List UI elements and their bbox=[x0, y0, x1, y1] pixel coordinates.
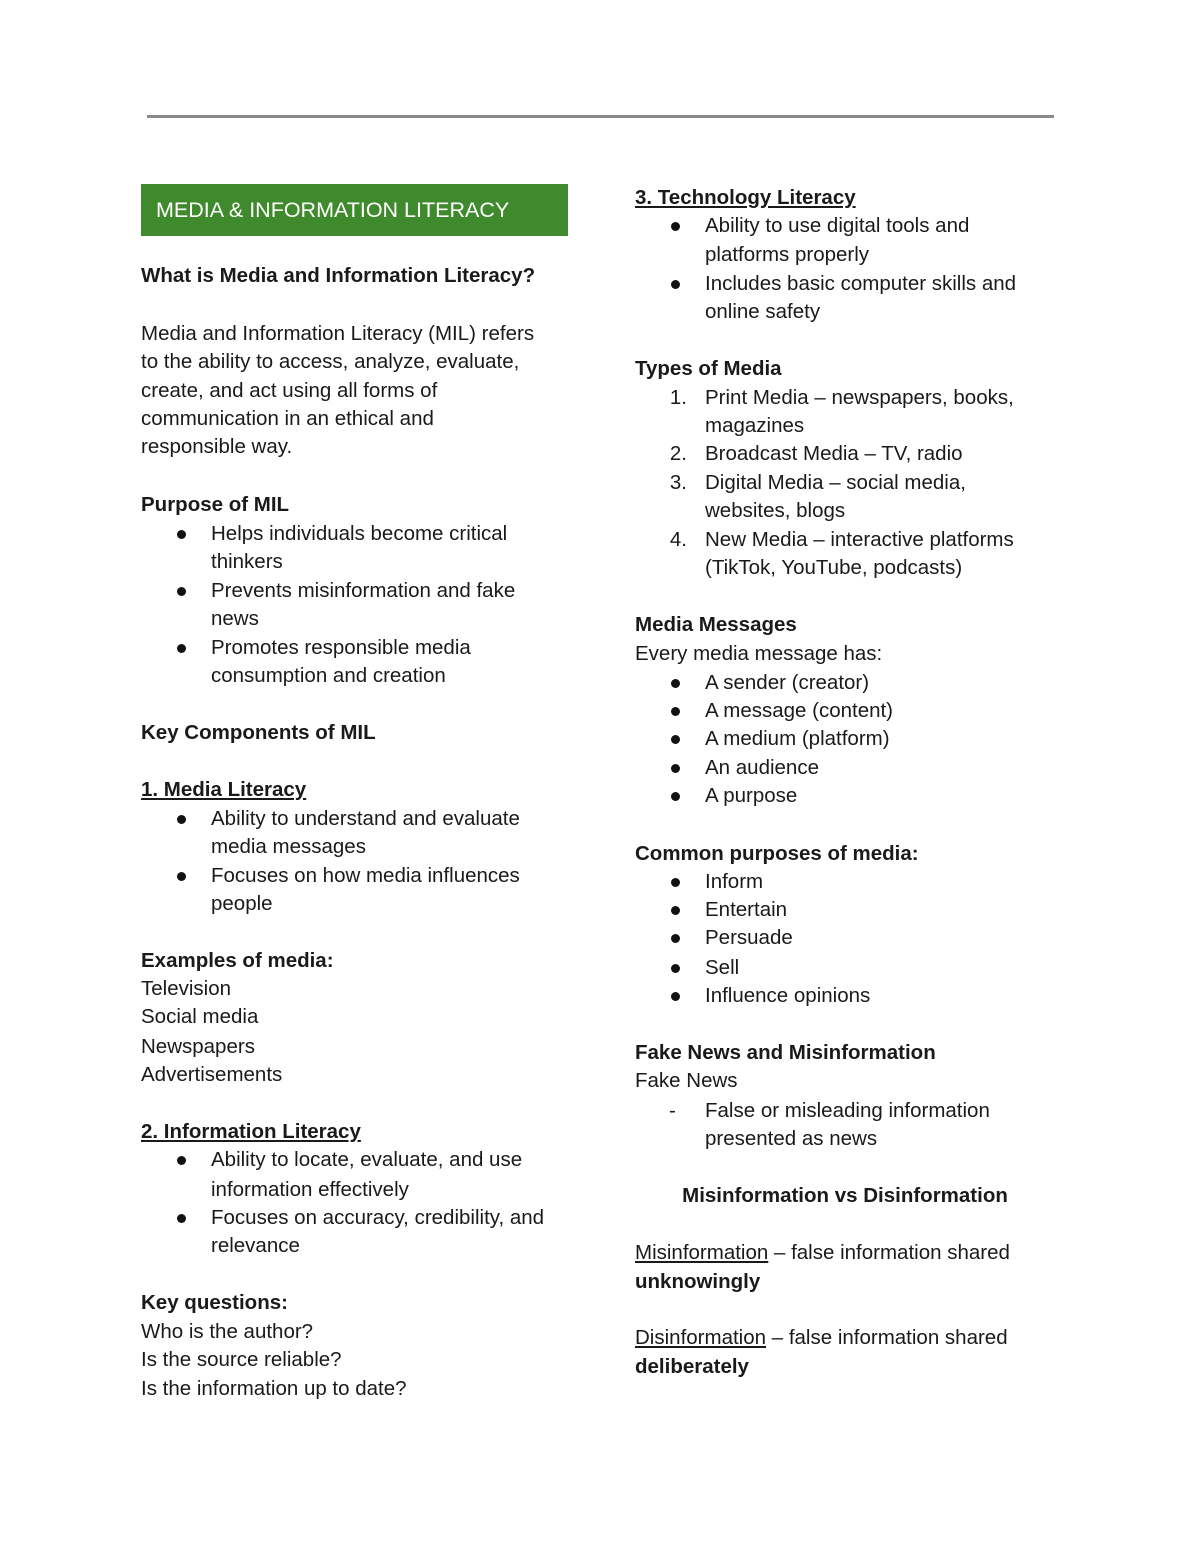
list-number: 1. bbox=[669, 386, 687, 409]
list-item: New Media – interactive platforms bbox=[705, 528, 1014, 551]
list-item: Entertain bbox=[705, 898, 788, 921]
types-heading: Types of Media bbox=[635, 357, 782, 380]
what-text-line: Media and Information Literacy (MIL) refers bbox=[141, 322, 535, 345]
bullet-icon bbox=[671, 754, 683, 782]
list-item: Helps individuals become critical bbox=[211, 522, 508, 545]
media-messages-intro: Every media message has: bbox=[635, 642, 883, 665]
disinformation-text: – false information shared bbox=[766, 1326, 1008, 1349]
list-item: Prevents misinformation and fake bbox=[211, 579, 516, 602]
list-item: Broadcast Media – TV, radio bbox=[705, 442, 963, 465]
list-item: news bbox=[211, 607, 259, 630]
media-messages-heading: Media Messages bbox=[635, 613, 797, 636]
list-item: Ability to use digital tools and bbox=[705, 214, 970, 237]
misinformation-definition bbox=[635, 1239, 1010, 1267]
technology-literacy-heading: 3. Technology Literacy bbox=[635, 186, 856, 209]
key-components-heading: Key Components of MIL bbox=[141, 721, 376, 744]
list-item: (TikTok, YouTube, podcasts) bbox=[705, 556, 963, 579]
example-item: Television bbox=[141, 977, 232, 1000]
list-item: media messages bbox=[211, 835, 366, 858]
list-item: Digital Media – social media, bbox=[705, 471, 966, 494]
bullet-icon bbox=[671, 896, 683, 924]
media-literacy-heading: 1. Media Literacy bbox=[141, 778, 307, 801]
list-item: False or misleading information bbox=[705, 1099, 990, 1122]
dash-marker: - bbox=[669, 1099, 676, 1122]
list-item: Promotes responsible media bbox=[211, 636, 471, 659]
list-item: An audience bbox=[705, 756, 819, 779]
question-item: Is the information up to date? bbox=[141, 1377, 407, 1400]
list-number: 3. bbox=[669, 471, 687, 494]
what-text-line: to the ability to access, analyze, evaluate, bbox=[141, 350, 520, 373]
what-heading: What is Media and Information Literacy? bbox=[141, 264, 536, 287]
bullet-icon bbox=[671, 697, 683, 725]
question-item: Is the source reliable? bbox=[141, 1348, 342, 1371]
bullet-icon bbox=[671, 212, 683, 240]
list-item: consumption and creation bbox=[211, 664, 446, 687]
list-item: Focuses on accuracy, credibility, and bbox=[211, 1206, 545, 1229]
example-item: Social media bbox=[141, 1005, 259, 1028]
key-questions-heading: Key questions: bbox=[141, 1291, 288, 1314]
list-item: Persuade bbox=[705, 926, 793, 949]
disinformation-term: Disinformation bbox=[635, 1326, 767, 1349]
purpose-heading: Purpose of MIL bbox=[141, 493, 290, 516]
bullet-icon bbox=[671, 924, 683, 952]
question-item: Who is the author? bbox=[141, 1320, 314, 1343]
list-item: A medium (platform) bbox=[705, 727, 890, 750]
fake-news-heading: Fake News and Misinformation bbox=[635, 1041, 936, 1064]
example-item: Advertisements bbox=[141, 1063, 283, 1086]
examples-heading: Examples of media: bbox=[141, 949, 334, 972]
misinformation-text: – false information shared bbox=[768, 1241, 1010, 1264]
bullet-icon bbox=[177, 520, 189, 548]
list-item: presented as news bbox=[705, 1127, 878, 1150]
list-item: platforms properly bbox=[705, 243, 870, 266]
bullet-icon bbox=[177, 805, 189, 833]
list-item: online safety bbox=[705, 300, 821, 323]
list-item: A sender (creator) bbox=[705, 671, 870, 694]
list-item: thinkers bbox=[211, 550, 283, 573]
bullet-icon bbox=[671, 782, 683, 810]
list-item: A message (content) bbox=[705, 699, 894, 722]
misinformation-term: Misinformation bbox=[635, 1241, 769, 1264]
list-item: Print Media – newspapers, books, bbox=[705, 386, 1014, 409]
list-item: relevance bbox=[211, 1234, 300, 1257]
list-item: Ability to understand and evaluate bbox=[211, 807, 520, 830]
bullet-icon bbox=[177, 1204, 189, 1232]
bullet-icon bbox=[177, 862, 189, 890]
list-item: people bbox=[211, 892, 273, 915]
bullet-icon bbox=[177, 1146, 189, 1174]
example-item: Newspapers bbox=[141, 1035, 255, 1058]
list-item: Focuses on how media influences bbox=[211, 864, 520, 887]
list-item: websites, blogs bbox=[705, 499, 846, 522]
header-rule bbox=[147, 115, 1054, 118]
disinformation-emphasis: deliberately bbox=[635, 1355, 749, 1378]
title-banner: MEDIA & INFORMATION LITERACY bbox=[141, 184, 568, 236]
bullet-icon bbox=[177, 634, 189, 662]
list-item: A purpose bbox=[705, 784, 798, 807]
list-number: 4. bbox=[669, 528, 687, 551]
mis-vs-dis-heading: Misinformation vs Disinformation bbox=[682, 1184, 1008, 1207]
what-text-line: create, and act using all forms of bbox=[141, 379, 438, 402]
disinformation-definition bbox=[635, 1324, 1008, 1352]
list-item: Includes basic computer skills and bbox=[705, 272, 1017, 295]
list-number: 2. bbox=[669, 442, 687, 465]
list-item: Sell bbox=[705, 956, 740, 979]
list-item: Influence opinions bbox=[705, 984, 871, 1007]
misinformation-emphasis: unknowingly bbox=[635, 1270, 761, 1293]
bullet-icon bbox=[671, 982, 683, 1010]
bullet-icon bbox=[671, 954, 683, 982]
bullet-icon bbox=[671, 868, 683, 896]
common-purposes-heading: Common purposes of media: bbox=[635, 842, 919, 865]
fake-news-subheading: Fake News bbox=[635, 1069, 738, 1092]
information-literacy-heading: 2. Information Literacy bbox=[141, 1120, 361, 1143]
list-item: Inform bbox=[705, 870, 764, 893]
bullet-icon bbox=[671, 270, 683, 298]
what-text-line: responsible way. bbox=[141, 435, 293, 458]
list-item: magazines bbox=[705, 414, 805, 437]
list-item: information effectively bbox=[211, 1178, 409, 1201]
list-item: Ability to locate, evaluate, and use bbox=[211, 1148, 523, 1171]
bullet-icon bbox=[671, 669, 683, 697]
what-text-line: communication in an ethical and bbox=[141, 407, 434, 430]
bullet-icon bbox=[177, 577, 189, 605]
bullet-icon bbox=[671, 725, 683, 753]
